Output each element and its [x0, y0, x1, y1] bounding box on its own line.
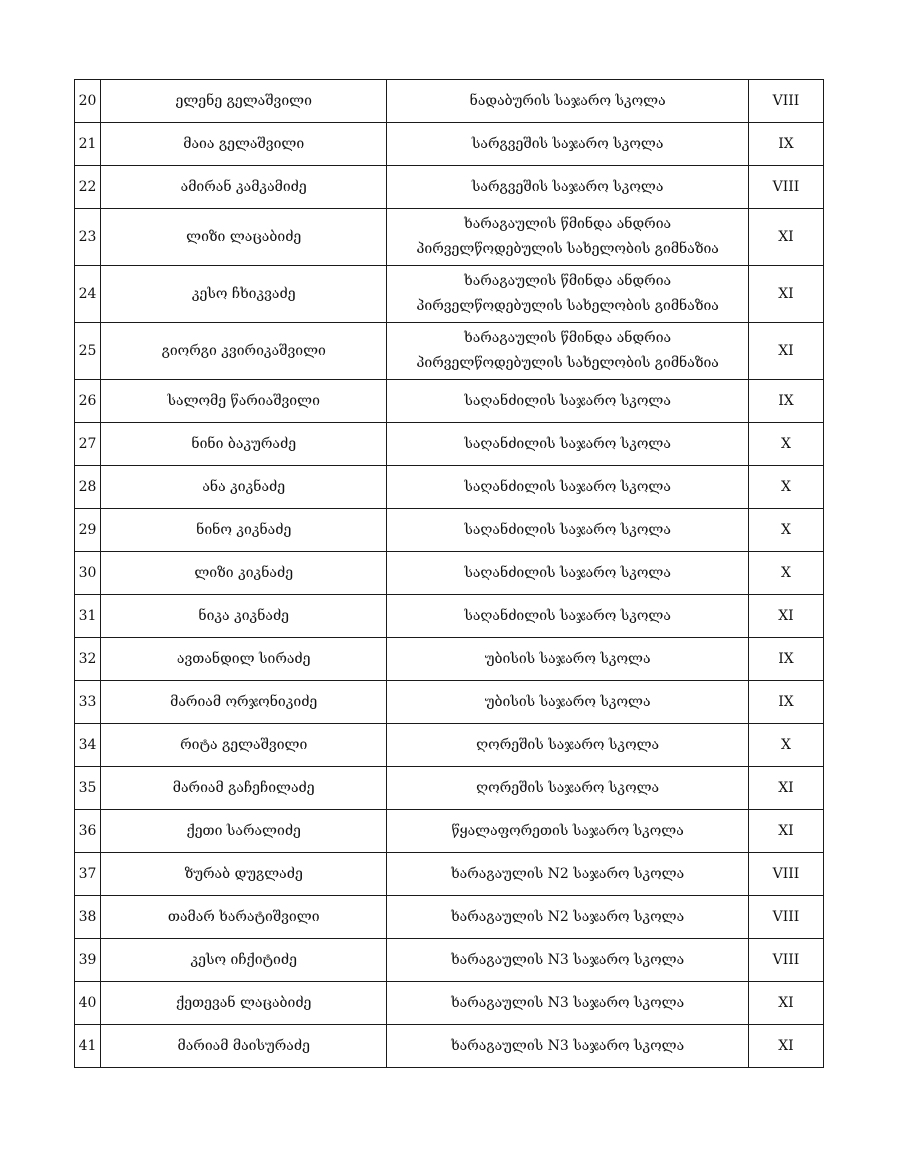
participant-name: კესო ჩხიკვაძე [101, 266, 387, 323]
table-row [75, 810, 824, 853]
table-row [75, 380, 824, 423]
grade: XI [748, 266, 823, 323]
school-name-line-1: ხარაგაულის წმინდა ანდრია [464, 273, 672, 289]
school-name: ნადაბურის საჯარო სკოლა [387, 80, 748, 123]
row-number: 37 [75, 853, 101, 896]
table-row [75, 509, 824, 552]
table-row [75, 323, 824, 380]
participant-name: ანა კიკნაძე [101, 466, 387, 509]
row-number: 28 [75, 466, 101, 509]
school-name: უბისის საჯარო სკოლა [387, 681, 748, 724]
participant-name: ლიზი ლაცაბიძე [101, 209, 387, 266]
table-row [75, 853, 824, 896]
participant-name: ქეთევან ლაცაბიძე [101, 982, 387, 1025]
row-number: 36 [75, 810, 101, 853]
school-name-line-2: პირველწოდებულის სახელობის გიმნაზია [416, 241, 719, 257]
row-number: 24 [75, 266, 101, 323]
table-row [75, 939, 824, 982]
grade: IX [748, 638, 823, 681]
participant-name: ლიზი კიკნაძე [101, 552, 387, 595]
participant-name: გიორგი კვირიკაშვილი [101, 323, 387, 380]
school-name: ხარაგაულის N3 საჯარო სკოლა [387, 982, 748, 1025]
participant-name: სალომე წარიაშვილი [101, 380, 387, 423]
school-name [387, 209, 748, 266]
row-number: 38 [75, 896, 101, 939]
row-number: 27 [75, 423, 101, 466]
school-name: სარგვეშის საჯარო სკოლა [387, 123, 748, 166]
grade: XI [748, 810, 823, 853]
table-row [75, 638, 824, 681]
table-row [75, 466, 824, 509]
school-name [387, 323, 748, 380]
school-name-line-1: ხარაგაულის წმინდა ანდრია [464, 216, 672, 232]
table-row [75, 80, 824, 123]
row-number: 21 [75, 123, 101, 166]
participant-name: ამირან კამკამიძე [101, 166, 387, 209]
table-row [75, 552, 824, 595]
grade: VIII [748, 166, 823, 209]
school-name: წყალაფორეთის საჯარო სკოლა [387, 810, 748, 853]
table-row [75, 896, 824, 939]
grade: XI [748, 595, 823, 638]
row-number: 40 [75, 982, 101, 1025]
grade: IX [748, 123, 823, 166]
participant-name: მარიამ გაჩეჩილაძე [101, 767, 387, 810]
row-number: 32 [75, 638, 101, 681]
row-number: 25 [75, 323, 101, 380]
participant-name: ავთანდილ სირაძე [101, 638, 387, 681]
school-name: საღანძილის საჯარო სკოლა [387, 552, 748, 595]
school-name: ხარაგაულის N2 საჯარო სკოლა [387, 853, 748, 896]
school-name: სარგვეშის საჯარო სკოლა [387, 166, 748, 209]
grade: XI [748, 767, 823, 810]
table-row [75, 266, 824, 323]
table-row [75, 982, 824, 1025]
row-number: 20 [75, 80, 101, 123]
school-name: ღორეშის საჯარო სკოლა [387, 767, 748, 810]
participant-name: ნინი ბაკურაძე [101, 423, 387, 466]
table-row [75, 1025, 824, 1068]
table-row [75, 166, 824, 209]
row-number: 22 [75, 166, 101, 209]
participant-name: ნიკა კიკნაძე [101, 595, 387, 638]
table-row [75, 209, 824, 266]
participant-name: მაია გელაშვილი [101, 123, 387, 166]
row-number: 31 [75, 595, 101, 638]
grade: IX [748, 681, 823, 724]
table-row [75, 724, 824, 767]
row-number: 30 [75, 552, 101, 595]
grade: VIII [748, 853, 823, 896]
participant-name: მარიამ ორჯონიკიძე [101, 681, 387, 724]
participants-table [74, 79, 824, 1068]
participant-name: კესო იჩქიტიძე [101, 939, 387, 982]
table-row [75, 423, 824, 466]
participant-name: რიტა გელაშვილი [101, 724, 387, 767]
school-name: ღორეშის საჯარო სკოლა [387, 724, 748, 767]
school-name: ხარაგაულის N3 საჯარო სკოლა [387, 939, 748, 982]
school-name: საღანძილის საჯარო სკოლა [387, 509, 748, 552]
participant-name: მარიამ მაისურაძე [101, 1025, 387, 1068]
school-name-line-1: ხარაგაულის წმინდა ანდრია [464, 330, 672, 346]
participant-name: თამარ ხარატიშვილი [101, 896, 387, 939]
row-number: 34 [75, 724, 101, 767]
grade: X [748, 509, 823, 552]
grade: X [748, 724, 823, 767]
school-name: საღანძილის საჯარო სკოლა [387, 466, 748, 509]
school-name-line-2: პირველწოდებულის სახელობის გიმნაზია [416, 355, 719, 371]
grade: XI [748, 323, 823, 380]
row-number: 26 [75, 380, 101, 423]
school-name [387, 266, 748, 323]
grade: VIII [748, 939, 823, 982]
participant-name: ნინო კიკნაძე [101, 509, 387, 552]
row-number: 41 [75, 1025, 101, 1068]
grade: X [748, 423, 823, 466]
participant-name: ქეთი სარალიძე [101, 810, 387, 853]
grade: X [748, 466, 823, 509]
grade: VIII [748, 896, 823, 939]
table-row [75, 681, 824, 724]
row-number: 39 [75, 939, 101, 982]
grade: IX [748, 380, 823, 423]
grade: X [748, 552, 823, 595]
grade: VIII [748, 80, 823, 123]
school-name: ხარაგაულის N3 საჯარო სკოლა [387, 1025, 748, 1068]
table-row [75, 595, 824, 638]
school-name: საღანძილის საჯარო სკოლა [387, 595, 748, 638]
school-name-line-2: პირველწოდებულის სახელობის გიმნაზია [416, 298, 719, 314]
participant-name: ელენე გელაშვილი [101, 80, 387, 123]
row-number: 33 [75, 681, 101, 724]
participant-name: ზურაბ დუგლაძე [101, 853, 387, 896]
table-row [75, 123, 824, 166]
school-name: ხარაგაულის N2 საჯარო სკოლა [387, 896, 748, 939]
row-number: 23 [75, 209, 101, 266]
grade: XI [748, 209, 823, 266]
row-number: 35 [75, 767, 101, 810]
school-name: უბისის საჯარო სკოლა [387, 638, 748, 681]
grade: XI [748, 982, 823, 1025]
grade: XI [748, 1025, 823, 1068]
school-name: საღანძილის საჯარო სკოლა [387, 380, 748, 423]
row-number: 29 [75, 509, 101, 552]
table-row [75, 767, 824, 810]
school-name: საღანძილის საჯარო სკოლა [387, 423, 748, 466]
